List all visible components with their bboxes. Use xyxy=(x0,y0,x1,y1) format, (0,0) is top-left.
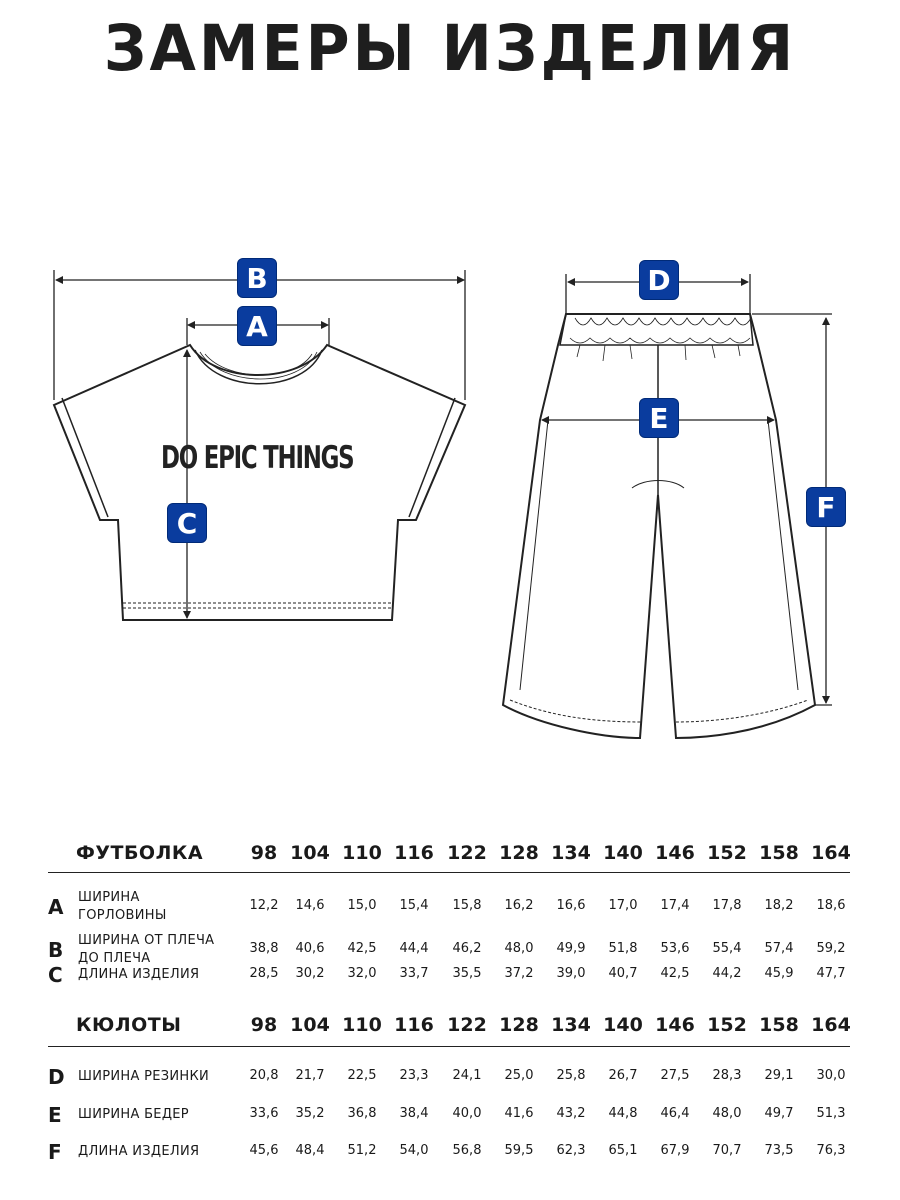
row-value: 51,3 xyxy=(816,1106,846,1121)
row-value: 22,5 xyxy=(347,1068,377,1083)
row-value: 16,2 xyxy=(504,898,534,913)
row-value: 33,7 xyxy=(399,966,429,981)
row-label: ШИРИНА БЕДЕР xyxy=(78,1107,189,1122)
row-value: 41,6 xyxy=(504,1106,534,1121)
row-label: ДЛИНА ИЗДЕЛИЯ xyxy=(78,1144,200,1159)
row-value: 59,2 xyxy=(816,941,846,956)
row-value: 51,2 xyxy=(347,1143,377,1158)
row-value: 28,5 xyxy=(249,966,279,981)
row-value: 28,3 xyxy=(712,1068,742,1083)
row-value: 15,8 xyxy=(452,898,482,913)
row-value: 45,9 xyxy=(764,966,794,981)
row-value: 33,6 xyxy=(249,1106,279,1121)
tshirt-print-text: DO EPIC THINGS xyxy=(161,440,354,476)
badge-a: A xyxy=(237,306,277,346)
row-value: 29,1 xyxy=(764,1068,794,1083)
size-header: 128 xyxy=(499,1014,539,1036)
row-letter: A xyxy=(48,895,64,919)
badge-b: B xyxy=(237,258,277,298)
row-value: 40,7 xyxy=(608,966,638,981)
size-header: 110 xyxy=(342,842,382,864)
row-value: 42,5 xyxy=(660,966,690,981)
row-value: 18,6 xyxy=(816,898,846,913)
badge-f: F xyxy=(806,487,846,527)
row-value: 45,6 xyxy=(249,1143,279,1158)
page-title: ЗАМЕРЫ ИЗДЕЛИЯ xyxy=(103,12,797,86)
row-value: 51,8 xyxy=(608,941,638,956)
row-value: 17,0 xyxy=(608,898,638,913)
row-value: 57,4 xyxy=(764,941,794,956)
row-value: 40,6 xyxy=(295,941,325,956)
row-value: 53,6 xyxy=(660,941,690,956)
row-value: 30,2 xyxy=(295,966,325,981)
row-value: 20,8 xyxy=(249,1068,279,1083)
size-header: 104 xyxy=(290,1014,330,1036)
row-value: 49,9 xyxy=(556,941,586,956)
row-value: 76,3 xyxy=(816,1143,846,1158)
size-header: 134 xyxy=(551,1014,591,1036)
row-value: 56,8 xyxy=(452,1143,482,1158)
size-header: 116 xyxy=(394,842,434,864)
row-label: ШИРИНА ГОРЛОВИНЫ xyxy=(78,890,167,923)
row-value: 23,3 xyxy=(399,1068,429,1083)
row-value: 59,5 xyxy=(504,1143,534,1158)
row-value: 70,7 xyxy=(712,1143,742,1158)
row-letter: E xyxy=(48,1103,62,1127)
row-value: 36,8 xyxy=(347,1106,377,1121)
row-letter: C xyxy=(48,963,63,987)
size-header: 98 xyxy=(250,842,278,864)
size-header: 110 xyxy=(342,1014,382,1036)
row-value: 44,8 xyxy=(608,1106,638,1121)
row-letter: D xyxy=(48,1065,65,1089)
size-header: 122 xyxy=(447,842,487,864)
row-value: 18,2 xyxy=(764,898,794,913)
size-header: 146 xyxy=(655,1014,695,1036)
row-letter: F xyxy=(48,1140,62,1164)
size-header: 140 xyxy=(603,842,643,864)
row-value: 27,5 xyxy=(660,1068,690,1083)
row-value: 25,0 xyxy=(504,1068,534,1083)
row-value: 43,2 xyxy=(556,1106,586,1121)
size-header: 140 xyxy=(603,1014,643,1036)
badge-d: D xyxy=(639,260,679,300)
badge-e: E xyxy=(639,398,679,438)
size-header: 104 xyxy=(290,842,330,864)
badge-c: C xyxy=(167,503,207,543)
row-value: 17,4 xyxy=(660,898,690,913)
size-header: 128 xyxy=(499,842,539,864)
row-letter: B xyxy=(48,938,64,962)
row-value: 38,8 xyxy=(249,941,279,956)
row-value: 15,4 xyxy=(399,898,429,913)
row-value: 54,0 xyxy=(399,1143,429,1158)
row-value: 49,7 xyxy=(764,1106,794,1121)
row-value: 14,6 xyxy=(295,898,325,913)
size-header: 116 xyxy=(394,1014,434,1036)
row-value: 32,0 xyxy=(347,966,377,981)
size-header: 152 xyxy=(707,1014,747,1036)
row-value: 25,8 xyxy=(556,1068,586,1083)
row-value: 47,7 xyxy=(816,966,846,981)
tshirt-table-header xyxy=(0,838,900,868)
row-value: 37,2 xyxy=(504,966,534,981)
culottes-table-header xyxy=(0,1010,900,1040)
size-header: 164 xyxy=(811,842,851,864)
row-value: 44,2 xyxy=(712,966,742,981)
row-value: 38,4 xyxy=(399,1106,429,1121)
size-header: 164 xyxy=(811,1014,851,1036)
size-header: 158 xyxy=(759,1014,799,1036)
row-label: ШИРИНА РЕЗИНКИ xyxy=(78,1069,210,1084)
row-value: 30,0 xyxy=(816,1068,846,1083)
row-value: 35,2 xyxy=(295,1106,325,1121)
row-value: 48,0 xyxy=(712,1106,742,1121)
size-header: 152 xyxy=(707,842,747,864)
row-value: 73,5 xyxy=(764,1143,794,1158)
tshirt-drawing xyxy=(54,345,465,620)
size-header: 122 xyxy=(447,1014,487,1036)
row-value: 16,6 xyxy=(556,898,586,913)
row-value: 48,0 xyxy=(504,941,534,956)
row-value: 46,2 xyxy=(452,941,482,956)
row-value: 62,3 xyxy=(556,1143,586,1158)
row-value: 44,4 xyxy=(399,941,429,956)
table-divider xyxy=(48,1046,850,1047)
row-label: ДЛИНА ИЗДЕЛИЯ xyxy=(78,967,200,982)
row-value: 21,7 xyxy=(295,1068,325,1083)
row-value: 35,5 xyxy=(452,966,482,981)
size-header: 158 xyxy=(759,842,799,864)
row-value: 40,0 xyxy=(452,1106,482,1121)
row-value: 15,0 xyxy=(347,898,377,913)
culottes-drawing xyxy=(503,314,815,738)
size-header: 134 xyxy=(551,842,591,864)
table-divider xyxy=(48,872,850,873)
row-value: 46,4 xyxy=(660,1106,690,1121)
row-value: 24,1 xyxy=(452,1068,482,1083)
row-value: 67,9 xyxy=(660,1143,690,1158)
row-value: 17,8 xyxy=(712,898,742,913)
row-value: 55,4 xyxy=(712,941,742,956)
size-header: 146 xyxy=(655,842,695,864)
row-value: 65,1 xyxy=(608,1143,638,1158)
row-label: ШИРИНА ОТ ПЛЕЧА ДО ПЛЕЧА xyxy=(78,933,215,966)
row-value: 48,4 xyxy=(295,1143,325,1158)
row-value: 39,0 xyxy=(556,966,586,981)
tshirt-table-heading: ФУТБОЛКА xyxy=(76,842,204,864)
row-value: 42,5 xyxy=(347,941,377,956)
size-header: 98 xyxy=(250,1014,278,1036)
culottes-table-heading: КЮЛОТЫ xyxy=(76,1014,182,1036)
row-value: 26,7 xyxy=(608,1068,638,1083)
row-value: 12,2 xyxy=(249,898,279,913)
